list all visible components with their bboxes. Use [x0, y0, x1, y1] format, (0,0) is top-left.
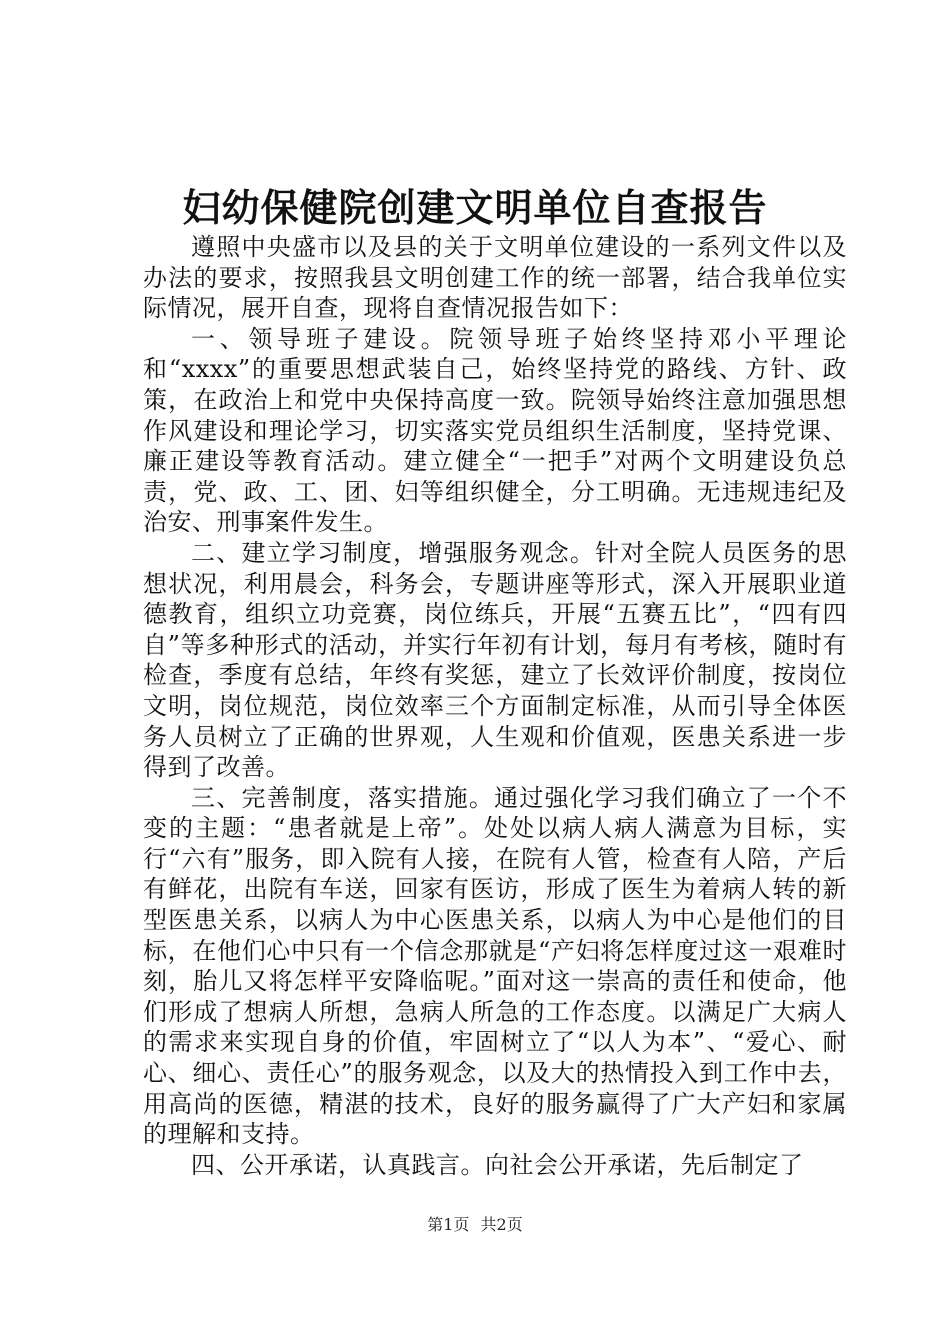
section-public-commitment-paragraph: 四、公开承诺，认真践言。向社会公开承诺，先后制定了 [191, 1150, 804, 1179]
page-footer [0, 1214, 950, 1236]
document-title: 妇幼保健院创建文明单位自查报告 [182, 185, 768, 230]
section-study-system-paragraph: 二、建立学习制度，增强服务观念。针对全院人员医务的思想状况，利用晨会，科务会，专题讲座等形式，深入开展职业道德教育，组织立功竞赛，岗位练兵，开展“五赛五比”，“四有四自”等多种形式的活动，并实行年初有计划，每月有考核，随时有检查，季度有总结，年终有奖惩，建立了长效评价制度，按岗位文明，岗位规范，岗位效率三个方面制定标准，从而引导全体医务人员树立了正确的世界观，人生观和价值观，医患关系进一步得到了改善。 [143, 538, 847, 782]
document-body [143, 232, 847, 1180]
page-total: 共2页 [480, 1215, 523, 1234]
section-improve-system-paragraph: 三、完善制度，落实措施。通过强化学习我们确立了一个不变的主题：“患者就是上帝”。处处以病人病人满意为目标，实行“六有”服务，即入院有人接，在院有人管，检查有人陪，产后有鲜花，出院有车送，回家有医访，形成了医生为着病人转的新型医患关系，以病人为中心医患关系，以病人为中心是他们的目标，在他们心中只有一个信念那就是“产妇将怎样度过这一艰难时刻，胎儿又将怎样平安降临呢。”面对这一崇高的责任和使命，他们形成了想病人所想，急病人所急的工作态度。以满足广大病人的需求来实现自身的价值，牢固树立了“以人为本”、“爱心、耐心、细心、责任心”的服务观念，以及大的热情投入到工作中去，用高尚的医德，精湛的技术，良好的服务赢得了广大产妇和家属的理解和支持。 [143, 783, 847, 1149]
intro-paragraph: 遵照中央盛市以及县的关于文明单位建设的一系列文件以及办法的要求，按照我县文明创建工作的统一部署，结合我单位实际情况，展开自查，现将自查情况报告如下： [143, 233, 847, 323]
section-leadership-paragraph: 一、领导班子建设。院领导班子始终坚持邓小平理论和“xxxx”的重要思想武装自己，始终坚持党的路线、方针、政策，在政治上和党中央保持高度一致。院领导始终注意加强思想作风建设和理论学习，切实落实党员组织生活制度，坚持党课、廉正建设等教育活动。建立健全“一把手”对两个文明建设负总责，党、政、工、团、妇等组织健全，分工明确。无违规违纪及治安、刑事案件发生。 [143, 324, 847, 537]
page-number: 第1页 [427, 1215, 470, 1234]
